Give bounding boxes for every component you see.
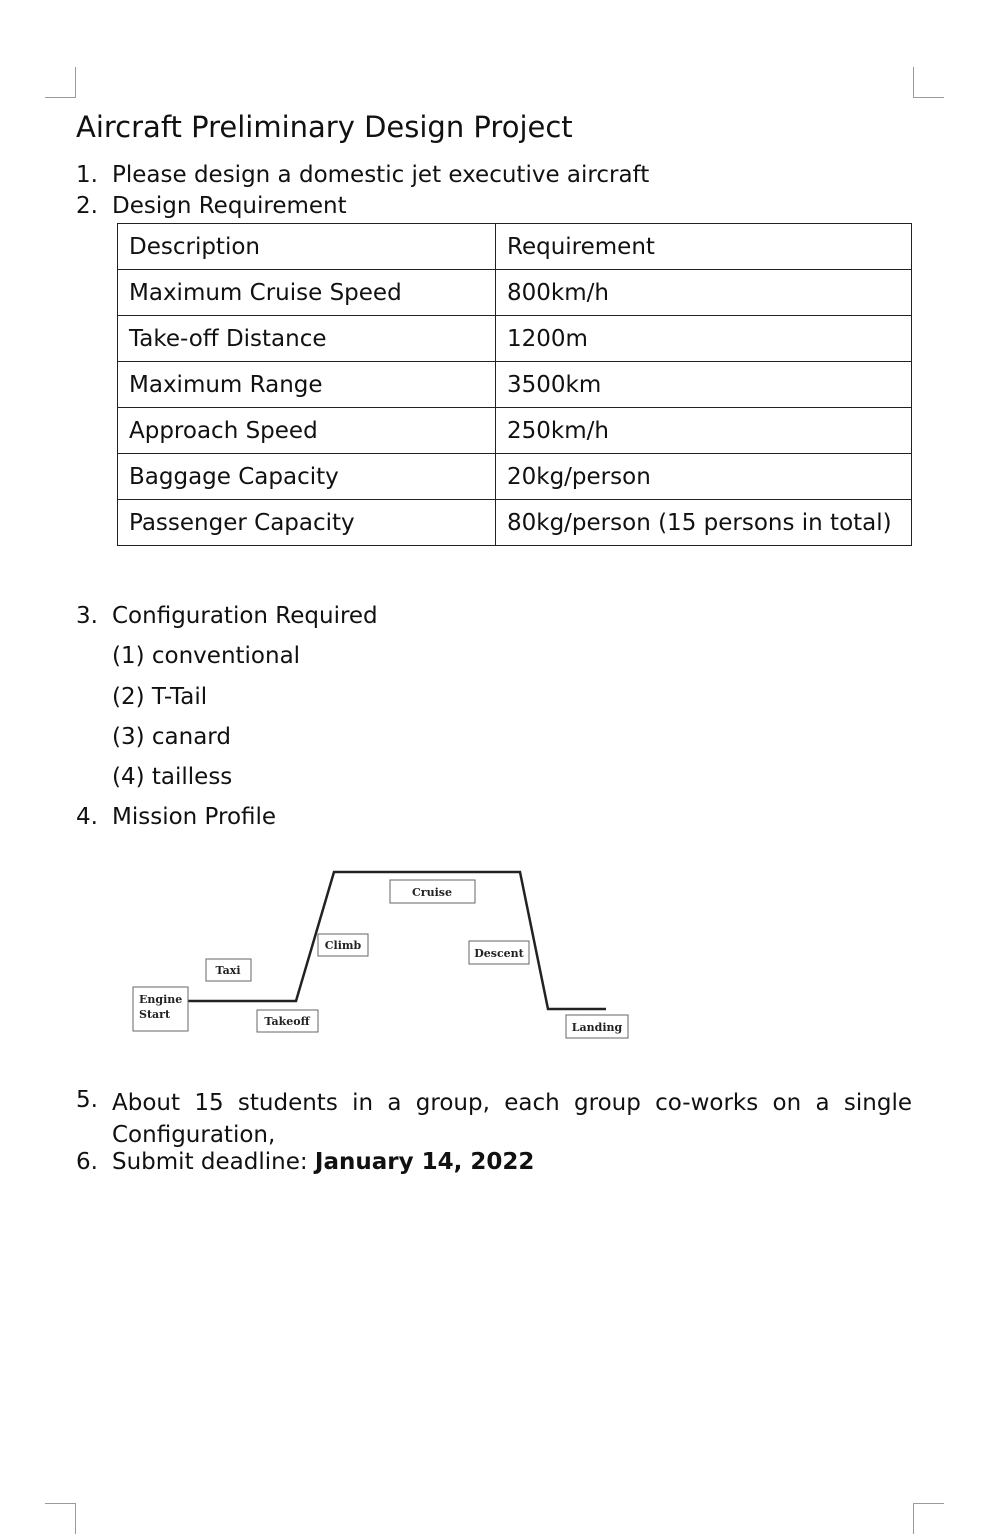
page-corner-top-right xyxy=(913,67,944,98)
item-6-number: 6. xyxy=(76,1149,98,1175)
landing-label: Landing xyxy=(571,1021,623,1034)
item-3-number: 3. xyxy=(76,603,98,629)
deadline-prefix: Submit deadline: xyxy=(112,1149,315,1175)
item-1-text: Please design a domestic jet executive aircraft xyxy=(112,162,650,188)
table-cell: Take-off Distance xyxy=(118,316,496,362)
configuration-item: (4) tailless xyxy=(112,764,233,790)
table-header-cell: Description xyxy=(118,224,496,270)
item-4-number: 4. xyxy=(76,804,98,830)
item-6-text xyxy=(112,1149,534,1175)
table-header-row xyxy=(118,224,912,270)
configuration-item: (1) conventional xyxy=(112,643,301,669)
page-corner-bottom-right xyxy=(913,1503,944,1534)
takeoff-label: Takeoff xyxy=(264,1015,310,1028)
table-row xyxy=(118,362,912,408)
configuration-item: (2) T-Tail xyxy=(112,684,208,710)
climb-label: Climb xyxy=(324,939,362,952)
engine-start-label-line2: Start xyxy=(139,1008,171,1021)
table-cell: 80kg/person (15 persons in total) xyxy=(496,500,912,546)
mission-profile-diagram xyxy=(120,860,640,1050)
page-corner-bottom-left xyxy=(45,1503,76,1534)
item-3-text: Configuration Required xyxy=(112,603,378,629)
table-cell: 1200m xyxy=(496,316,912,362)
table-row xyxy=(118,500,912,546)
table-cell: Baggage Capacity xyxy=(118,454,496,500)
item-4-text: Mission Profile xyxy=(112,804,277,830)
table-cell: Passenger Capacity xyxy=(118,500,496,546)
table-cell: Maximum Range xyxy=(118,362,496,408)
table-cell: 20kg/person xyxy=(496,454,912,500)
descent-label: Descent xyxy=(474,947,524,960)
item-2-text: Design Requirement xyxy=(112,193,347,219)
engine-start-label-line1: Engine xyxy=(139,993,183,1006)
table-row xyxy=(118,316,912,362)
item-5-number: 5. xyxy=(76,1087,98,1113)
table-cell: Approach Speed xyxy=(118,408,496,454)
taxi-label: Taxi xyxy=(215,964,241,977)
page-corner-top-left xyxy=(45,67,76,98)
requirements-table xyxy=(117,223,912,546)
document-title: Aircraft Preliminary Design Project xyxy=(76,110,573,144)
cruise-label: Cruise xyxy=(412,886,452,899)
item-1-number: 1. xyxy=(76,162,98,188)
deadline-date: January 14, 2022 xyxy=(314,1149,535,1175)
item-2-number: 2. xyxy=(76,193,98,219)
table-cell: 800km/h xyxy=(496,270,912,316)
table-cell: 250km/h xyxy=(496,408,912,454)
table-row xyxy=(118,408,912,454)
item-5-text: About 15 students in a group, each group co-works on a single Configuration, xyxy=(112,1090,912,1148)
configuration-item: (3) canard xyxy=(112,724,231,750)
table-cell: 3500km xyxy=(496,362,912,408)
table-cell: Maximum Cruise Speed xyxy=(118,270,496,316)
table-header-cell: Requirement xyxy=(496,224,912,270)
table-row xyxy=(118,454,912,500)
table-row xyxy=(118,270,912,316)
